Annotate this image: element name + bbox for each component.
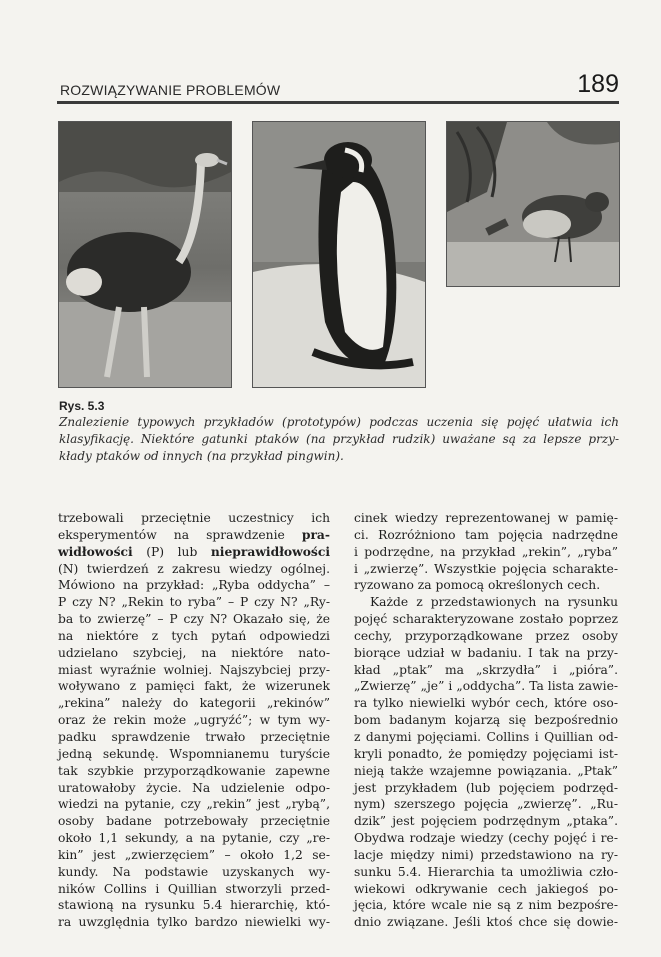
text-line: bom badanym kojarzą się bezpośrednio bbox=[354, 713, 618, 728]
caption-line: kłady ptaków od innych (na przykład pingwin). bbox=[59, 448, 344, 463]
running-head: ROZWIĄZYWANIE PROBLEMÓW bbox=[60, 82, 281, 98]
text-line: i „zwierzę”. Wszystkie pojęcia scharakte- bbox=[354, 561, 618, 576]
text-line: Każde z przedstawionych na rysunku bbox=[370, 595, 618, 610]
text-line: uratowałoby życie. Na udzielenie odpo- bbox=[58, 780, 330, 795]
text-line: Mówiono na przykład: „Ryba oddycha” – bbox=[58, 578, 330, 593]
text-line: jedną sekundę. Wspomnianemu turyście bbox=[58, 746, 330, 761]
text-line: kryli ponadto, że pomiędzy pojęciami ist- bbox=[354, 746, 618, 761]
body-column-left bbox=[58, 510, 330, 931]
text-line: kład „ptak” ma „skrzydła” i „pióra”. bbox=[354, 662, 618, 677]
text-line: na niektóre z tych pytań odpowiedzi bbox=[58, 628, 330, 643]
text-line: tak szybkie przyporządkowanie zapewne bbox=[58, 763, 330, 778]
text-line: P czy N? „Rekin to ryba” – P czy N? „Ry- bbox=[58, 595, 330, 610]
page-number: 189 bbox=[577, 70, 619, 98]
text-line: pojęć scharakteryzowane zostało poprzez bbox=[354, 612, 618, 627]
text-line: ci. Rozróżniono tam pojęcia nadrzędne bbox=[354, 527, 618, 542]
text-line: lacje między nimi) przedstawiono na ry- bbox=[354, 847, 618, 862]
text-line: trzebowali przeciętnie uczestnicy ich bbox=[58, 511, 330, 525]
caption-line: klasyfikację. Niektóre gatunki ptaków (na przykład rudzik) uważane są za lepsze przy- bbox=[59, 431, 619, 446]
text-line: cechy, przyporządkowane przez osoby bbox=[354, 628, 618, 643]
text-line: woływano z pamięci fakt, że wizerunek bbox=[58, 679, 330, 694]
text-line: z danymi pojęciami. Collins i Quillian od- bbox=[354, 729, 618, 744]
text-line: stawioną na rysunku 5.4 hierarchię, któ- bbox=[58, 898, 330, 913]
text-line: eksperymentów na sprawdzenie pra- bbox=[58, 526, 330, 542]
text-line: „rekina” należy do kategorii „rekinów” bbox=[58, 696, 330, 711]
text-line: kundy. Na podstawie uzyskanych wy- bbox=[58, 864, 330, 879]
text-line: osoby badane potrzebowały przeciętnie bbox=[58, 814, 330, 829]
text-line: Obydwa rodzaje wiedzy (cechy pojęć i re- bbox=[354, 831, 618, 846]
caption-line: Znalezienie typowych przykładów (prototypów) podczas uczenia się pojęć ułatwia ich bbox=[59, 415, 619, 429]
text-line: oraz że rekin może „ugryźć”; w tym wy- bbox=[58, 713, 330, 728]
page-header bbox=[57, 70, 619, 102]
header-rule bbox=[57, 101, 619, 104]
text-line: biorące udział w badaniu. I tak na przy- bbox=[354, 645, 618, 660]
text-line: ryzowano za pomocą określonych cech. bbox=[354, 578, 601, 593]
text-line: około 1,1 sekundy, a na pytanie, czy „re- bbox=[58, 831, 330, 846]
text-line: dnio związane. Jeśli ktoś chce się dowie- bbox=[354, 915, 618, 930]
text-line: ników Collins i Quillian stworzyli przed- bbox=[58, 881, 330, 896]
ostrich-photo bbox=[58, 121, 232, 388]
text-line: wiedzi na pytanie, czy „rekin” jest „rybą”, bbox=[58, 797, 330, 812]
text-line: dzik” jest pojęciem podrzędnym „ptaka”. bbox=[354, 814, 618, 829]
text-line: wiekowi odkrywanie cech jakiegoś po- bbox=[354, 881, 618, 896]
penguin-photo bbox=[252, 121, 426, 388]
text-line: i podrzędne, na przykład „rekin”, „ryba” bbox=[354, 544, 618, 559]
figure-label: Rys. 5.3 bbox=[59, 399, 105, 413]
text-line: kin” jest „zwierzęciem” – około 1,2 se- bbox=[58, 847, 330, 862]
text-line: jęcia, które wcale nie są z nim bezpośre- bbox=[354, 898, 618, 913]
text-line: padku sprawdzenie trwało przeciętnie bbox=[58, 729, 330, 744]
text-line: (N) twierdzeń z zakresu wiedzy ogólnej. bbox=[58, 561, 330, 576]
text-line: ba to zwierzę” – P czy N? Okazało się, że bbox=[58, 612, 330, 627]
text-line: nieją także wzajemne powiązania. „Ptak” bbox=[354, 763, 618, 778]
text-line: widłowości (P) lub nieprawidłowości bbox=[58, 543, 330, 559]
figure-caption bbox=[59, 414, 619, 465]
text-line: udzielano szybciej, na niektóre nato- bbox=[58, 645, 330, 660]
text-line: cinek wiedzy reprezentowanej w pamię- bbox=[354, 511, 618, 525]
text-line: miast wyraźnie wolniej. Najszybciej przy- bbox=[58, 662, 330, 677]
text-line: nym) szerszego pojęcia „zwierzę”. „Ru- bbox=[354, 797, 618, 812]
body-column-right bbox=[354, 510, 618, 931]
text-line: sunku 5.4. Hierarchia ta umożliwia czło- bbox=[354, 864, 618, 879]
text-line: „Zwierzę” „je” i „oddycha”. Ta lista zawie- bbox=[354, 679, 618, 694]
text-line: ra tylko niewielki wybór cech, które oso- bbox=[354, 696, 618, 711]
text-line: jest przykładem (lub pojęciem podrzęd- bbox=[354, 780, 618, 795]
robin-photo bbox=[446, 121, 620, 287]
text-line: ra uwzględnia tylko bardzo niewielki wy- bbox=[58, 915, 330, 930]
